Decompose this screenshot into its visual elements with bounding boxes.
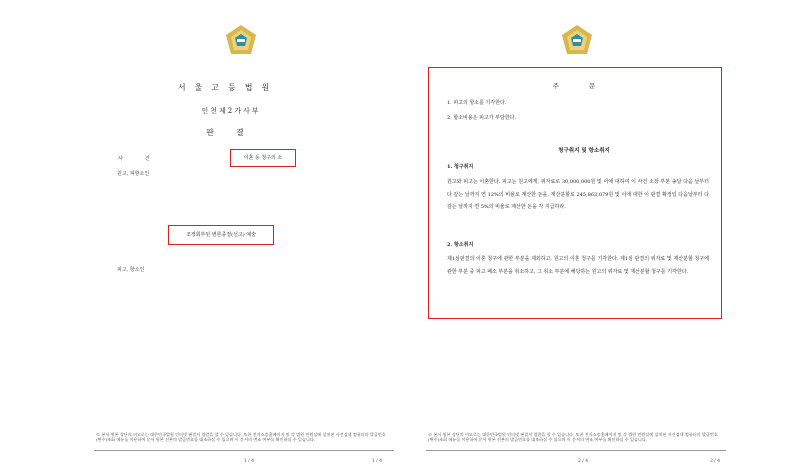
claim-subheading: 1. 청구취지 xyxy=(447,164,474,170)
plaintiff-label: 원고, 피항소인 xyxy=(117,171,150,177)
page-number-right: 1 / 4 xyxy=(372,459,383,464)
claim-heading: 청구취지 및 항소취지 xyxy=(558,148,610,154)
case-name-highlight-box xyxy=(230,149,296,167)
appeal-subheading: 2. 항소취지 xyxy=(447,242,474,248)
court-name: 서울고등법원 xyxy=(177,83,279,92)
defendant-label: 피고, 항소인 xyxy=(117,267,145,273)
order-heading: 주문 xyxy=(552,82,626,90)
order-item-1: 1. 피고의 항소를 기각한다. xyxy=(447,100,507,106)
page-number-right: 2 / 4 xyxy=(710,459,721,464)
document-page-2 xyxy=(398,0,796,466)
court-emblem-icon xyxy=(560,24,594,56)
referral-text: 조정회부된 변론종결(선고) 예술 xyxy=(186,232,256,238)
footer-divider xyxy=(94,450,394,451)
case-name-value: 이혼 등 청구의 소 xyxy=(243,155,283,161)
footer-divider xyxy=(426,450,726,451)
claim-paragraph: 원고와 피고는 이혼한다. 피고는 원고에게, 위자료로 30,000,000원 및 이에 대하여 이 사건 소장 부본 송달 다음 날부터 다 갚는 날까지 연 12%의 비율로 계산한 돈을, 재산분할로 245,863,079원 및 이에 대한 이 판결 확정일 다음날부터 다 갚는 날까지 연 5%의 비율로 계산한 돈을 각 지급하라. xyxy=(447,179,709,210)
page-number-center: 2 / 4 xyxy=(578,459,589,464)
court-division: 인천제2가사부 xyxy=(201,107,261,115)
footer-notice: ※ 본서 원본 상단의 비고로는 대한민국법원 인터넷 판결서 열람을 할 수 있습니다. 또한 전자소송홈페이지 및 각 법원 민원실에 설치된 사건검색 컴퓨터의 발급번호(면수)조회 메뉴를 이용하여 문서 원본 진본의 발급번호를 대조하실 수 있으며 이 문서의 변조 여부를 확인하실 수 있습니다. xyxy=(428,432,718,443)
referral-highlight-box xyxy=(168,225,274,245)
court-emblem-icon xyxy=(224,24,258,56)
appeal-paragraph: 제1심판결의 이혼 청구에 관한 부분을 제외하고, 원고의 이혼 청구를 기각한다. 제1심 판결의 위자료 및 재산분할 청구에 관한 부분 중 피고 패소 부분을 취소하고, 그 취소 부분에 해당하는 원고의 위자료 및 재산분할 청구를 기각한다. xyxy=(447,256,709,275)
document-type-title: 판결 xyxy=(206,128,266,137)
footer-notice: ※ 본서 원본 상단의 비고로는 대한민국법원 인터넷 판결서 열람을 할 수 있습니다. 또한 전자소송홈페이지 및 각 법원 민원실에 설치된 사건검색 컴퓨터의 발급번호(면수)조회 메뉴를 이용하여 문서 원본 진본의 발급번호를 대조하실 수 있으며 이 문서의 변조 여부를 확인하실 수 있습니다. xyxy=(96,432,386,443)
judgment-highlight-box xyxy=(428,67,722,319)
page-number-center: 1 / 4 xyxy=(244,459,255,464)
case-label: 사건 xyxy=(118,156,172,162)
order-item-2: 2. 항소비용은 피고가 부담한다. xyxy=(447,115,517,121)
